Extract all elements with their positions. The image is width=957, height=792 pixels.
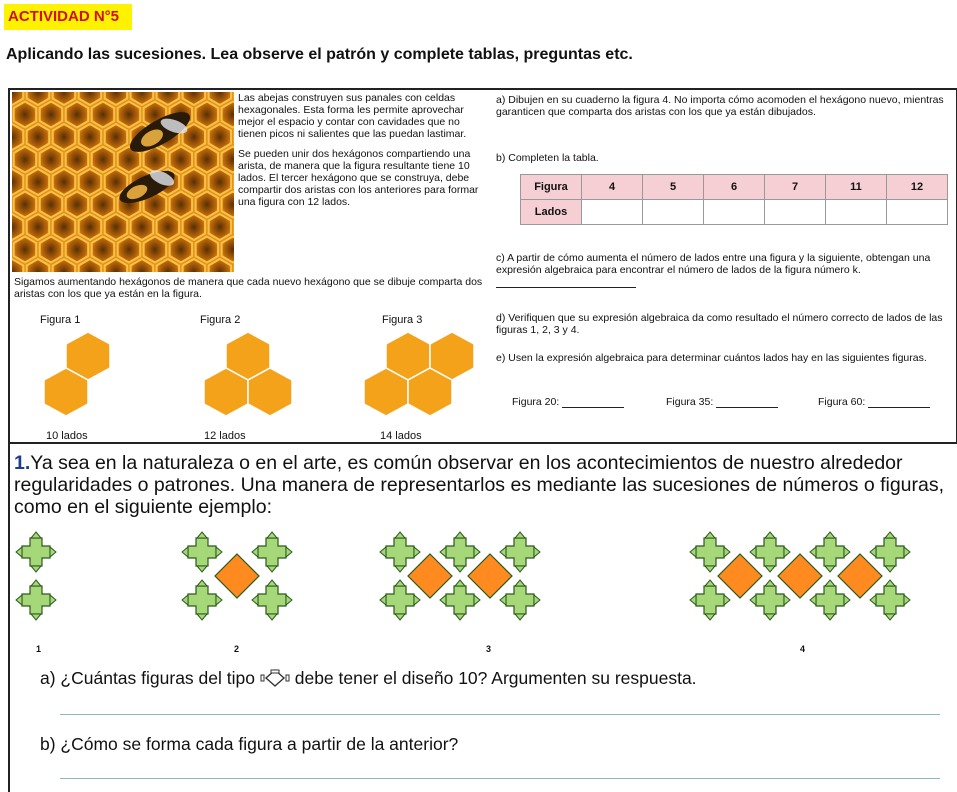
- honeycomb-cell: [79, 214, 102, 240]
- design-1-label: 1: [36, 644, 42, 654]
- honeycomb-cell: [14, 237, 37, 263]
- honeycomb-cell: [53, 214, 75, 240]
- question-a: a) Dibujen en su cuaderno la figura 4. No importa cómo acomoden el hexágono nuevo, mientras garanticen que comparta dos aristas con los que ya están dibujados.: [496, 94, 944, 118]
- question-c: [496, 252, 948, 288]
- fill-item: [512, 396, 624, 408]
- honeycomb-cell: [183, 169, 206, 195]
- honeycomb-cell: [170, 147, 193, 173]
- table-cell: 12: [887, 175, 948, 200]
- bottom-question-a-end: debe tener el diseño 10? Argumenten su respuesta.: [294, 668, 697, 688]
- honeycomb-cell: [40, 237, 63, 263]
- honeycomb-cell: [105, 124, 128, 150]
- intro-text: Ya sea en la naturaleza o en el arte, es común observar en los acontecimientos de nuestro alrededor regularidades o patrones. Una manera de representarlos es mediante las sucesiones de números o figuras, como en el siguiente ejemplo:: [14, 452, 945, 518]
- table-blank-cell[interactable]: [643, 200, 704, 225]
- honeycomb-photo: [12, 92, 234, 272]
- table-blank-cell[interactable]: [582, 200, 643, 225]
- honeycomb-cell: [183, 214, 206, 240]
- bottom-question-b: b) ¿Cómo se forma cada figura a partir de la anterior?: [40, 734, 459, 754]
- table-cell: 4: [582, 175, 643, 200]
- table-cell: 7: [765, 175, 826, 200]
- honeycomb-cell: [27, 214, 50, 240]
- table-cell: 5: [643, 175, 704, 200]
- table-header-cell: Lados: [521, 200, 582, 225]
- honeycomb-cell: [14, 102, 37, 128]
- figure-3-caption: 14 lados: [380, 430, 422, 442]
- table-blank-cell[interactable]: [765, 200, 826, 225]
- intro-paragraph: [14, 452, 949, 518]
- design-3-label: 3: [486, 644, 492, 654]
- item-number: 1.: [14, 452, 31, 474]
- honeycomb-cell: [170, 192, 193, 218]
- honeycomb-cell: [66, 237, 89, 263]
- honeycomb-cell: [53, 124, 75, 150]
- honeycomb-cell: [14, 147, 37, 173]
- honeycomb-cell: [40, 147, 63, 173]
- table-cell: 11: [826, 175, 887, 200]
- continue-text: Sigamos aumentando hexágonos de manera que cada nuevo hexágono que se dibuje comparta dos aristas con los que ya están en la figura.: [14, 276, 483, 300]
- honeycomb-cell: [196, 147, 219, 173]
- honeycomb-cell: [209, 214, 232, 240]
- question-b: b) Completen la tabla.: [496, 152, 599, 164]
- honeycomb-cell: [92, 237, 115, 263]
- answer-line[interactable]: [60, 778, 940, 779]
- honeycomb-cell: [118, 102, 141, 128]
- honeycomb-cell: [170, 237, 193, 263]
- design-2: [182, 532, 292, 620]
- design-3: [380, 532, 540, 620]
- honeycomb-cell: [92, 102, 115, 128]
- design-1: [16, 532, 56, 620]
- honeycomb-cell: [40, 192, 63, 218]
- honeycomb-cell: [27, 124, 50, 150]
- honeycomb-cell: [196, 192, 219, 218]
- hexagon-figures: [18, 328, 488, 432]
- honeycomb-cell: [209, 124, 232, 150]
- fill-item: [666, 396, 778, 408]
- table-row: [521, 175, 948, 200]
- question-d: d) Verifiquen que su expresión algebraica da como resultado el número correcto de lados de las figuras 1, 2, 3 y 4.: [496, 312, 943, 336]
- honeycomb-cell: [66, 147, 89, 173]
- honeycomb-cell: [196, 237, 219, 263]
- fill-item: [818, 396, 930, 408]
- design-2-label: 2: [234, 644, 240, 654]
- frame-left-border: [8, 444, 10, 792]
- honeycomb-cell: [79, 124, 102, 150]
- answer-blank[interactable]: [868, 396, 930, 408]
- honeycomb-cell: [53, 169, 75, 195]
- question-c-text: c) A partir de cómo aumenta el número de lados entre una figura y la siguiente, obtengan una expresión algebraica para encontrar el número de lados de la figura número k.: [496, 252, 931, 276]
- fill-item-label: Figura 60:: [818, 396, 866, 408]
- honeycomb-cell: [131, 214, 154, 240]
- page-heading: Aplicando las sucesiones. Lea observe el patrón y complete tablas, preguntas etc.: [6, 46, 633, 63]
- bottom-question-a: [40, 668, 697, 689]
- honeycomb-cell: [118, 237, 141, 263]
- diamond-cross-icon: [260, 669, 290, 687]
- honeycomb-cell: [27, 169, 50, 195]
- activity-badge: ACTIVIDAD N°5: [4, 4, 132, 30]
- table-blank-cell[interactable]: [887, 200, 948, 225]
- answer-blank[interactable]: [496, 276, 636, 288]
- bottom-question-a-start: a) ¿Cuántas figuras del tipo: [40, 668, 255, 688]
- figure-2-title: Figura 2: [200, 314, 241, 326]
- honeycomb-cell: [92, 147, 115, 173]
- table-blank-cell[interactable]: [826, 200, 887, 225]
- table-cell: 6: [704, 175, 765, 200]
- honeycomb-cell: [209, 169, 232, 195]
- figure-1-title: Figura 1: [40, 314, 81, 326]
- honeycomb-cell: [40, 102, 63, 128]
- design-4-label: 4: [800, 644, 806, 654]
- table-row: [521, 200, 948, 225]
- honeycomb-cell: [196, 102, 219, 128]
- fill-item-label: Figura 35:: [666, 396, 714, 408]
- answer-blank[interactable]: [716, 396, 778, 408]
- honeycomb-cell: [14, 192, 37, 218]
- bee-text-block: [238, 92, 484, 216]
- question-e: e) Usen la expresión algebraica para determinar cuántos lados hay en las siguientes figuras.: [496, 352, 927, 364]
- honeycomb-cell: [79, 169, 102, 195]
- pattern-designs: [12, 530, 952, 658]
- honeycomb-cell: [66, 102, 89, 128]
- sides-table: [520, 174, 948, 225]
- figure-3-title: Figura 3: [382, 314, 423, 326]
- figure-1-caption: 10 lados: [46, 430, 88, 442]
- table-blank-cell[interactable]: [704, 200, 765, 225]
- honeycomb-cell: [66, 192, 89, 218]
- figure-2-caption: 12 lados: [204, 430, 246, 442]
- answer-blank[interactable]: [562, 396, 624, 408]
- design-4: [690, 532, 910, 620]
- bee-paragraph: Se pueden unir dos hexágonos compartiendo una arista, de manera que la figura resultante tiene 10 lados. El tercer hexágono que se construya, debe compartir dos aristas con los anteriores para formar una figura con 12 lados.: [238, 148, 479, 208]
- honeycomb-cell: [105, 214, 128, 240]
- table-header-cell: Figura: [521, 175, 582, 200]
- honeycomb-cell: [92, 192, 115, 218]
- honeycomb-cell: [144, 237, 167, 263]
- honeycomb-cell: [157, 214, 180, 240]
- fill-item-label: Figura 20:: [512, 396, 560, 408]
- bee-paragraph: Las abejas construyen sus panales con celdas hexagonales. Esta forma les permite aprovechar mejor el espacio y contar con cavidades que no tienen picos ni salientes que las puedan lastimar.: [238, 92, 467, 140]
- answer-line[interactable]: [60, 714, 940, 715]
